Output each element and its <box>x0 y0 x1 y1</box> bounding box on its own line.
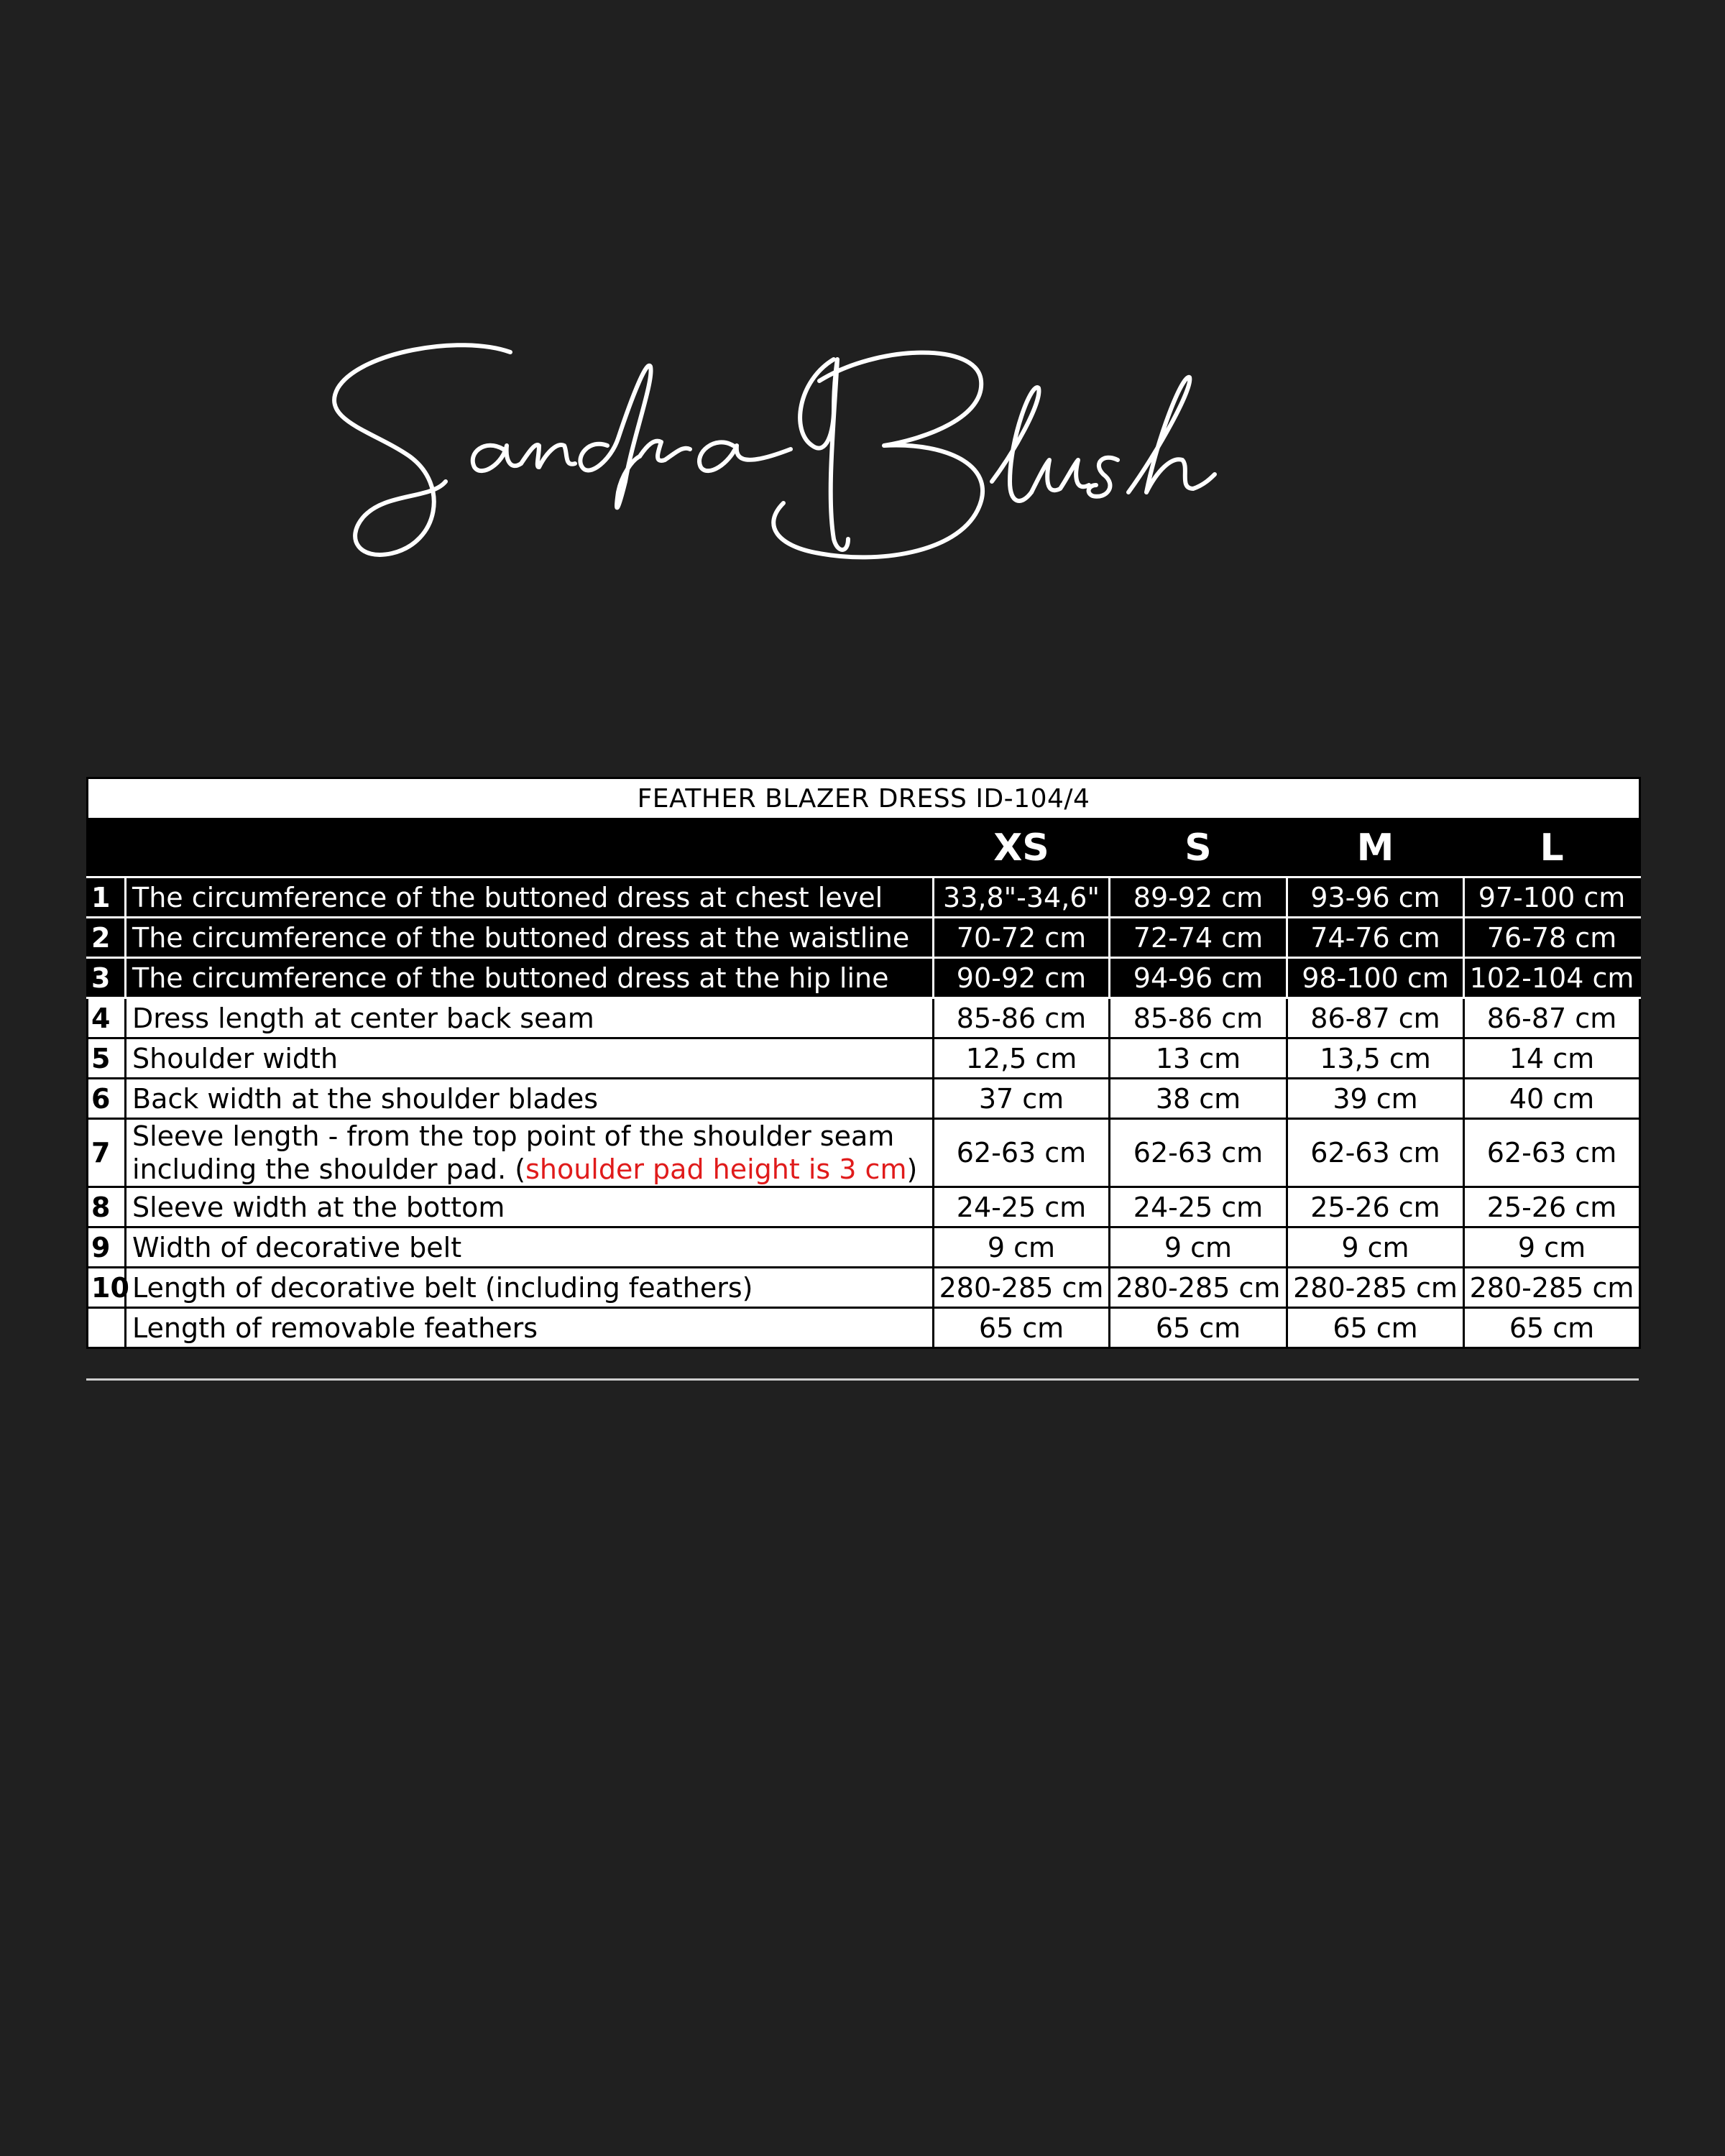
size-header-s: S <box>1110 819 1287 877</box>
value-s: 280-285 cm <box>1110 1268 1287 1308</box>
value-s: 13 cm <box>1110 1038 1287 1079</box>
value-s: 72-74 cm <box>1110 918 1287 958</box>
row-label: Length of decorative belt (including feathers) <box>126 1268 934 1308</box>
value-m: 65 cm <box>1287 1308 1464 1348</box>
shoulder-pad-note: shoulder pad height is 3 cm <box>525 1153 907 1185</box>
value-s: 38 cm <box>1110 1079 1287 1119</box>
row-number: 5 <box>88 1038 126 1079</box>
table-row <box>88 877 1640 918</box>
row-label: The circumference of the buttoned dress at the hip line <box>126 958 934 998</box>
row-number: 4 <box>88 998 126 1038</box>
value-l: 40 cm <box>1464 1079 1640 1119</box>
row-label: Sleeve width at the bottom <box>126 1187 934 1227</box>
value-xs: 90-92 cm <box>934 958 1110 998</box>
value-m: 13,5 cm <box>1287 1038 1464 1079</box>
value-m: 9 cm <box>1287 1227 1464 1268</box>
header-blank-number <box>88 819 126 877</box>
row-label <box>126 1119 934 1187</box>
row-label: Width of decorative belt <box>126 1227 934 1268</box>
value-s: 62-63 cm <box>1110 1119 1287 1187</box>
value-l: 14 cm <box>1464 1038 1640 1079</box>
row-number: 9 <box>88 1227 126 1268</box>
value-l: 25-26 cm <box>1464 1187 1640 1227</box>
row-label-line1: Sleeve length - from the top point of the shoulder seam <box>132 1120 895 1152</box>
row-number: 2 <box>88 918 126 958</box>
value-l: 65 cm <box>1464 1308 1640 1348</box>
value-s: 94-96 cm <box>1110 958 1287 998</box>
row-label: The circumference of the buttoned dress at chest level <box>126 877 934 918</box>
size-header-row <box>88 819 1640 877</box>
value-l: 102-104 cm <box>1464 958 1640 998</box>
value-xs: 24-25 cm <box>934 1187 1110 1227</box>
row-number: 8 <box>88 1187 126 1227</box>
value-s: 9 cm <box>1110 1227 1287 1268</box>
size-header-xs: XS <box>934 819 1110 877</box>
value-l: 86-87 cm <box>1464 998 1640 1038</box>
row-number: 10 <box>88 1268 126 1308</box>
script-logo-graphic <box>331 338 1394 575</box>
value-xs: 62-63 cm <box>934 1119 1110 1187</box>
value-xs: 85-86 cm <box>934 998 1110 1038</box>
value-xs: 280-285 cm <box>934 1268 1110 1308</box>
table-row <box>88 1079 1640 1119</box>
table-bottom-rule <box>86 1378 1639 1381</box>
value-m: 39 cm <box>1287 1079 1464 1119</box>
value-m: 86-87 cm <box>1287 998 1464 1038</box>
row-label-line2-suffix: ) <box>906 1153 918 1185</box>
row-number: 1 <box>88 877 126 918</box>
table-row <box>88 1038 1640 1079</box>
row-number <box>88 1308 126 1348</box>
value-l: 76-78 cm <box>1464 918 1640 958</box>
value-m: 93-96 cm <box>1287 877 1464 918</box>
value-m: 62-63 cm <box>1287 1119 1464 1187</box>
value-s: 24-25 cm <box>1110 1187 1287 1227</box>
table-title-row <box>88 778 1640 819</box>
table-row <box>88 918 1640 958</box>
value-xs: 33,8"-34,6" <box>934 877 1110 918</box>
value-l: 280-285 cm <box>1464 1268 1640 1308</box>
value-xs: 9 cm <box>934 1227 1110 1268</box>
brand-logo <box>331 338 1394 575</box>
row-number: 3 <box>88 958 126 998</box>
value-s: 65 cm <box>1110 1308 1287 1348</box>
size-header-m: M <box>1287 819 1464 877</box>
value-s: 89-92 cm <box>1110 877 1287 918</box>
table-row <box>88 958 1640 998</box>
row-number: 6 <box>88 1079 126 1119</box>
table-row <box>88 1308 1640 1348</box>
table-row <box>88 1187 1640 1227</box>
table-row <box>88 1268 1640 1308</box>
row-number: 7 <box>88 1119 126 1187</box>
value-xs: 37 cm <box>934 1079 1110 1119</box>
value-s: 85-86 cm <box>1110 998 1287 1038</box>
size-chart-table <box>86 777 1641 1349</box>
value-l: 9 cm <box>1464 1227 1640 1268</box>
value-xs: 12,5 cm <box>934 1038 1110 1079</box>
size-header-l: L <box>1464 819 1640 877</box>
value-xs: 70-72 cm <box>934 918 1110 958</box>
table-title: FEATHER BLAZER DRESS ID-104/4 <box>88 778 1640 819</box>
row-label: Shoulder width <box>126 1038 934 1079</box>
row-label-line2-prefix: including the shoulder pad. ( <box>132 1153 526 1185</box>
value-m: 280-285 cm <box>1287 1268 1464 1308</box>
value-xs: 65 cm <box>934 1308 1110 1348</box>
row-label: The circumference of the buttoned dress at the waistline <box>126 918 934 958</box>
value-m: 74-76 cm <box>1287 918 1464 958</box>
row-label: Dress length at center back seam <box>126 998 934 1038</box>
table-row <box>88 1119 1640 1187</box>
value-l: 62-63 cm <box>1464 1119 1640 1187</box>
table-row <box>88 998 1640 1038</box>
row-label: Back width at the shoulder blades <box>126 1079 934 1119</box>
row-label: Length of removable feathers <box>126 1308 934 1348</box>
table-row <box>88 1227 1640 1268</box>
header-blank-label <box>126 819 934 877</box>
value-l: 97-100 cm <box>1464 877 1640 918</box>
value-m: 98-100 cm <box>1287 958 1464 998</box>
value-m: 25-26 cm <box>1287 1187 1464 1227</box>
